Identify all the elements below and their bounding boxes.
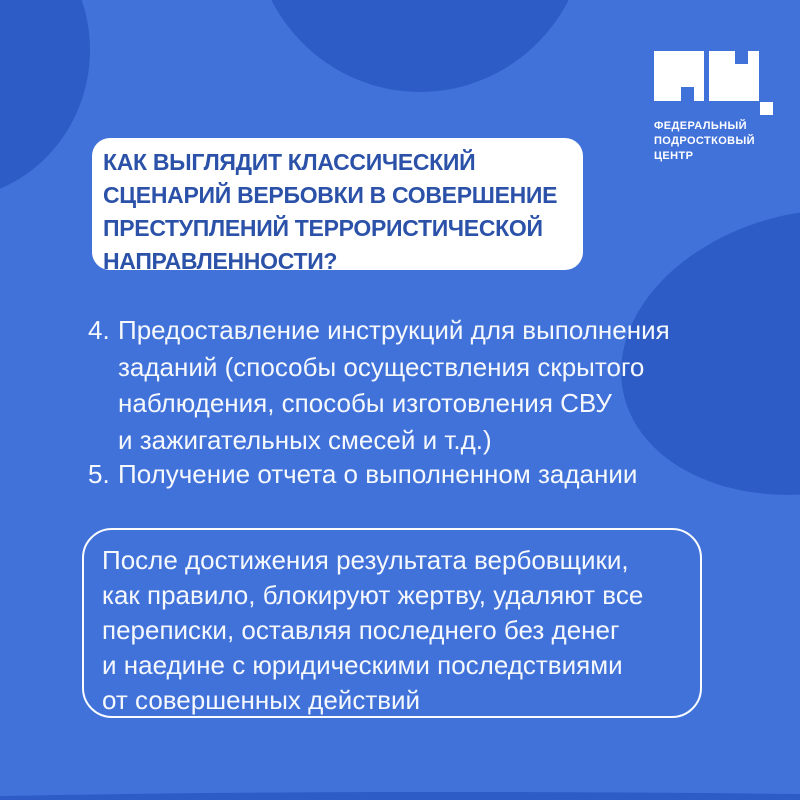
note-line: После достижения результата вербовщики, <box>102 545 629 575</box>
brand-logo <box>654 51 784 164</box>
step-text-line: Получение отчета о выполненном задании <box>118 459 638 489</box>
step-text-line: заданий (способы осуществления скрытого <box>118 351 645 382</box>
note-line: и наедине с юридическими последствиями <box>102 650 623 680</box>
step-number: 5. <box>88 459 110 489</box>
step-text <box>118 456 637 493</box>
blob-top-left <box>0 0 90 200</box>
blob-top-center <box>252 0 588 92</box>
blob-bottom-strip <box>0 792 800 800</box>
question-line: НАПРАВЛЕННОСТИ? <box>103 248 338 274</box>
org-name-line: ФЕДЕРАЛЬНЫЙ <box>654 120 747 132</box>
step-text <box>118 312 670 458</box>
list-item <box>88 312 748 458</box>
step-number: 4. <box>88 315 110 345</box>
org-name-line: ЦЕНТР <box>654 150 694 162</box>
steps-list <box>88 312 748 491</box>
step-text-line: наблюдения, способы изготовления СВУ <box>118 388 612 418</box>
step-text-line: и зажигательных смесей и т.д.) <box>118 424 492 455</box>
step-text-line: Предоставление инструкций для выполнения <box>118 315 670 345</box>
question-line: ПРЕСТУПЛЕНИЙ ТЕРРОРИСТИЧЕСКОЙ <box>103 215 543 241</box>
question-line: КАК ВЫГЛЯДИТ КЛАССИЧЕСКИЙ <box>103 149 476 175</box>
question-card <box>92 138 583 274</box>
org-name <box>654 119 784 164</box>
note-box <box>82 528 702 718</box>
note-line: переписки, оставляя последнего без денег <box>102 615 620 645</box>
note-line: от совершенных действий <box>102 685 421 715</box>
question-line: СЦЕНАРИЙ ВЕРБОВКИ В СОВЕРШЕНИЕ <box>103 182 558 208</box>
note-line: как правило, блокируют жертву, удаляют все <box>102 580 644 610</box>
org-name-line: ПОДРОСТКОВЫЙ <box>654 135 755 147</box>
fpc-logo-icon <box>654 51 773 115</box>
list-item <box>88 456 748 493</box>
